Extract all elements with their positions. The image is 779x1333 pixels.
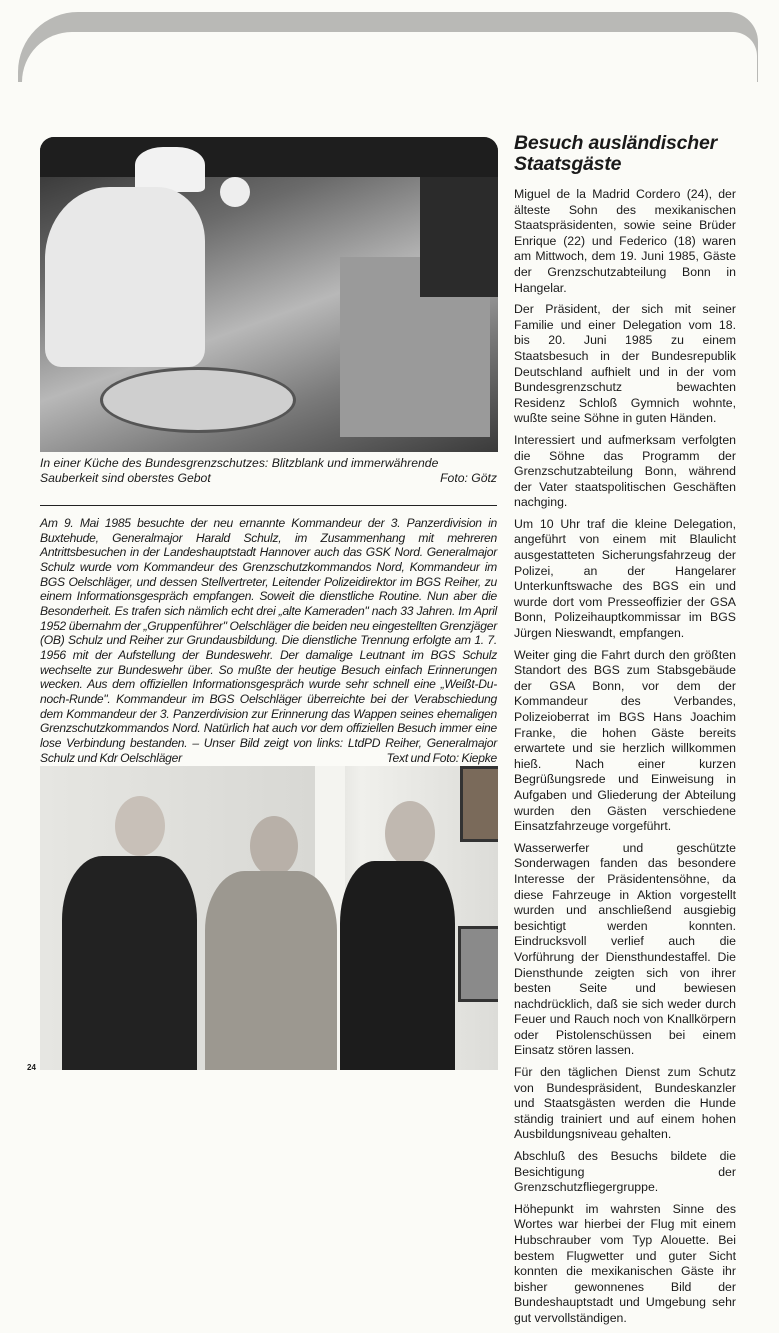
- article-paragraph: Für den täglichen Dienst zum Schutz von Bundespräsident, Bundeskanzler und Staatsgästen werden die Hunde ständig trainiert und auf einem hohen Ausbildungsniveau gehalten.: [514, 1065, 736, 1142]
- page-number: 24: [27, 1063, 36, 1072]
- article-paragraph: Miguel de la Madrid Cordero (24), der älteste Sohn des mexikanischen Staatspräsidenten, sowie seine Brüder Enrique (22) und Federico (18) waren am Mittwoch, dem 19. Juni 1985, Gäste der Grenzschutzabteilung Bonn in Hangelar.: [514, 187, 736, 295]
- intro-credit: Text und Foto: Kiepke: [386, 750, 497, 765]
- officers-photo: [40, 766, 498, 1070]
- article-paragraph: Der Präsident, der sich mit seiner Familie und einer Delegation vom 18. bis 20. Juni 1985 zu einem Staatsbesuch in der Bundesrepublik Deutschland aufhielt und in der vom Bundesgrenzschutz bewachten Residenz Schloß Gymnich wohnte, wußte seine Söhne in guten Händen.: [514, 302, 736, 426]
- article-paragraph: Interessiert und aufmerksam verfolgten die Söhne das Programm der Grenzschutzabteilung Bonn, während der Vater staatspolitischen Geschäften nachging.: [514, 432, 736, 510]
- article-paragraph: Abschluß des Besuchs bildete die Besichtigung der Grenzschutzfliegergruppe.: [514, 1149, 736, 1195]
- divider: [40, 505, 497, 506]
- article-paragraph: Weiter ging die Fahrt durch den größten Standort des BGS zum Stabsgebäude der GSA Bonn, vor dem der Kommandeur des Verbandes, Polizeioberrat im BGS Hans Joachim Franke, die hohen Gäste bereits erwartete und sie herzlich willkommen hieß. Nach einer kurzen Begrüßungsrede und Einweisung in Aufgaben und Gliederung der Abteilung wurden den Gästen verschiedene Einsatzfahrzeuge vorgeführt.: [514, 647, 736, 834]
- intro-text: Am 9. Mai 1985 besuchte der neu ernannte Kommandeur der 3. Panzerdivision in Buxtehude, Generalmajor Harald Schulz, im Zusammenhang mit mehreren Antrittsbesuchen in der Landeshauptstadt Hannover auch das GSK Nord. Generalmajor Schulz wurde vom Kommandeur des Grenzschutzkommandos Nord, Kommandeur im BGS Oelschläger, und dessen Stellvertreter, Leitender Polizeidirektor im BGS Reiher, zu einem Informationsgespräch empfangen. Soweit die dienstliche Routine. Nun aber die Besonderheit. Es trafen sich nämlich echt drei „alte Kameraden" nach 33 Jahren. Im April 1952 übernahm der „Gruppenführer" Oelschläger die beiden neu eingestellten Grenzjäger (OB) Schulz und Reiher zur Grundausbildung. Die dienstliche Trennung erfolgte am 1. 7. 1956 mit der Aufstellung der Bundeswehr. Der damalige Leutnant im BGS Schulz wechselte zur Bundeswehr über. So mußte der heutige Besuch einfach Erinnerungen wecken. Aus dem offiziellen Informationsgespräch wurde sehr schnell eine „Weißt-Du-noch-Runde". Kommandeur im BGS Oelschläger überreichte bei der Verabschiedung dem Kommandeur der 3. Panzerdivision zur Erinnerung das Wappen seines ehemaligen Grenzschutzkommandos Nord. Natürlich hat auch vor dem offiziellen Besuch immer eine lose Verbindung bestanden. – Unser Bild zeigt von links: LtdPD Reiher, Generalmajor Schulz und Kdr Oelschläger: [40, 516, 497, 765]
- caption-text: In einer Küche des Bundesgrenzschutzes: Blitzblank und immerwährende Sauberkeit sind oberstes Gebot: [40, 456, 439, 485]
- article-paragraph: Um 10 Uhr traf die kleine Delegation, angeführt von einem mit Blaulicht ausgestatteten Sicherungsfahrzeug der Polizei, an der Hangelarer Unterkunftswache des BGS ein und wurde dort vom Presseoffizier der GSA Bonn, Polizeihauptkommissar im BGS Jürgen Nieswandt, empfangen.: [514, 516, 736, 641]
- intro-article: [40, 516, 497, 765]
- article-paragraph: Wasserwerfer und geschützte Sonderwagen fanden das besondere Interesse der Präsidentensöhne, da diese Fahrzeuge in Aktion vorgestellt wurden und anschließend ausgiebig besichtigt werden konnten. Eindrucksvoll verlief auch die Vorführung der Diensthundestaffel. Die Diensthunde zeigten sich von ihrer besten Seite und bewiesen nachdrücklich, daß sie sich weder durch Feuer und Rauch noch von Knallkörpern oder Pistolenschüssen bei einem Einsatz stören lassen.: [514, 840, 736, 1058]
- article-column: [514, 133, 736, 1333]
- photo-credit: Foto: Götz: [440, 471, 497, 485]
- article-title: Besuch ausländischer Staatsgäste: [514, 132, 717, 175]
- photo-caption: [40, 456, 497, 486]
- kitchen-photo: [40, 137, 498, 452]
- article-paragraph: Höhepunkt im wahrsten Sinne des Wortes war hierbei der Flug mit einem Hubschrauber vom Typ Alouette. Bei bestem Flugwetter und guter Sicht konnten die mexikanischen Gäste ihr bisher gewonnenes Bild der Bundeshauptstadt und Umgebung sehr gut vervollständigen.: [514, 1201, 736, 1325]
